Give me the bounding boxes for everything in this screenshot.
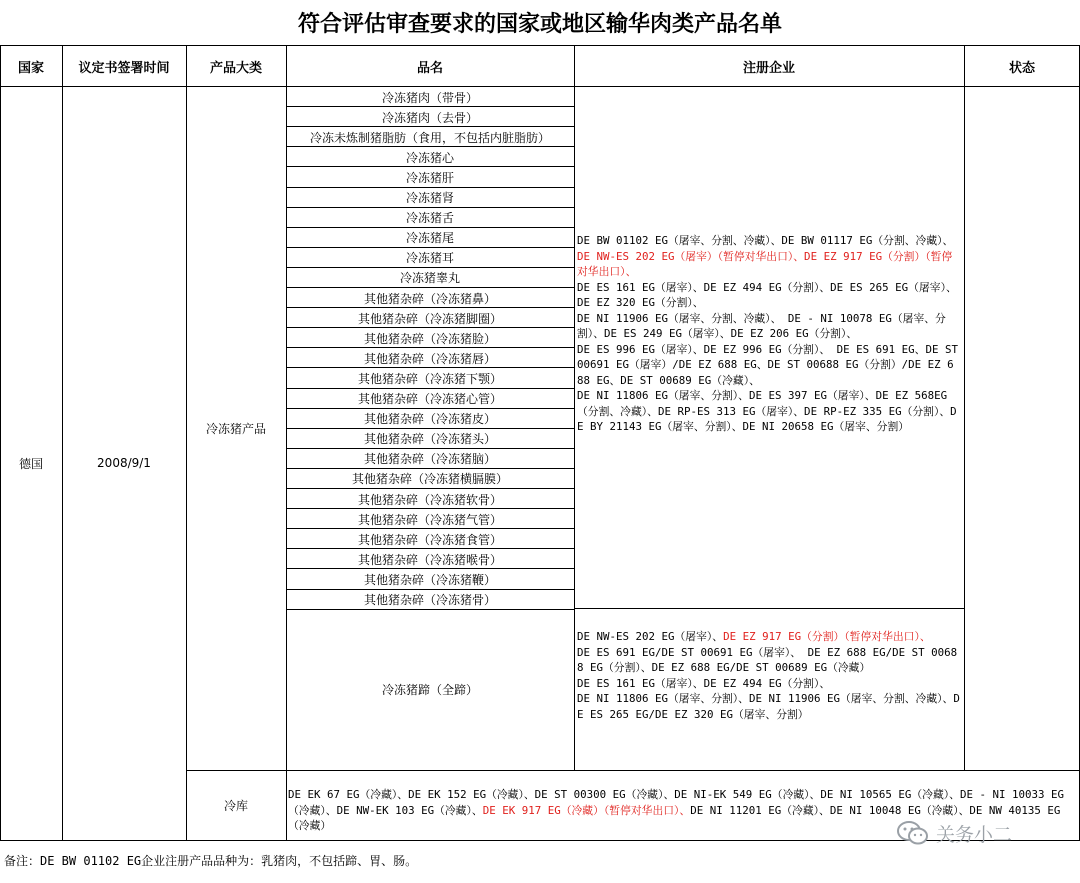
header-category: 产品大类 [209, 60, 262, 76]
col-line [964, 46, 965, 770]
header-enterprise: 注册企业 [742, 60, 795, 76]
product-row: 冷冻猪耳 [405, 251, 454, 266]
enterprise-text: DE BW 01102 EG（屠宰、分割、冷藏）、DE BW 01117 EG（分割、冷藏）、 [577, 234, 960, 247]
enterprise-block-pork [577, 233, 960, 435]
footnote: 备注：DE BW 01102 EG企业注册产品品种为：乳猪肉，不包括蹄、胃、肠。 [4, 854, 418, 868]
product-row: 其他猪杂碎（冷冻猪骨） [363, 593, 496, 607]
product-row: 其他猪杂碎（冷冻猪气管） [357, 512, 502, 527]
watermark-text: 关务小二 [936, 823, 1013, 846]
product-row: 其他猪杂碎（冷冻猪横膈膜） [351, 472, 508, 487]
product-row: 冷冻未炼制猪脂肪（食用，不包括内脏脂肪） [309, 130, 550, 145]
product-row: 其他猪杂碎（冷冻猪脑） [363, 452, 496, 467]
product-row: 冷冻猪肾 [405, 191, 454, 205]
watermark [896, 819, 1012, 847]
product-row: 其他猪杂碎（冷冻猪鼻） [363, 291, 496, 306]
suspended-enterprise-text: DE EK 917 EG（冷藏）（暂停对华出口）、 [482, 803, 691, 817]
product-row: 其他猪杂碎（冷冻猪脸） [363, 331, 496, 346]
enterprise-text: DE NW-ES 202 EG（屠宰）、 [577, 630, 724, 643]
product-row: 其他猪杂碎（冷冻猪唇） [363, 351, 496, 366]
product-row: 其他猪杂碎（冷冻猪软骨） [357, 492, 502, 507]
product-row: 冷冻猪肉（去骨） [381, 110, 478, 125]
row-line [574, 608, 964, 609]
suspended-enterprise-text: DE EZ 917 EG（分割）（暂停对华出口）、 [723, 630, 931, 643]
enterprise-text: DE EK 67 EG（冷藏）、DE EK 152 EG（冷藏）、DE ST 00300 EG（冷藏）、DE NI-EK 549 EG（冷藏）、DE NI 10565 EG（冷藏）、DE - NI 10033 EG（冷藏）、DE NW-EK 103 EG（冷藏）、 [288, 788, 1064, 817]
product-row: 其他猪杂碎（冷冻猪头） [363, 432, 496, 447]
col-line [574, 46, 575, 770]
country-cell: 德国 [18, 456, 43, 471]
category-cold-cell: 冷库 [223, 798, 248, 813]
header-country: 国家 [17, 60, 44, 76]
suspended-enterprise-text: DE NW-ES 202 EG（屠宰）（暂停对华出口）、DE EZ 917 EG（分割）（暂停对华出口）、 [577, 249, 953, 278]
product-row: 冷冻猪肝 [405, 170, 454, 185]
product-row: 其他猪杂碎（冷冻猪脚圈） [357, 311, 502, 326]
header-sign-date: 议定书签署时间 [78, 60, 170, 76]
category-pork-cell: 冷冻猪产品 [205, 421, 266, 436]
header-status: 状态 [1008, 60, 1035, 76]
product-row: 冷冻猪舌 [405, 211, 454, 226]
product-row: 其他猪杂碎（冷冻猪心管） [357, 392, 502, 406]
enterprise-text: DE ES 691 EG/DE ST 00691 EG（屠宰）、 DE EZ 688 EG/DE ST 00688 EG（分割）、DE EZ 688 EG/DE ST 00689 EG（冷藏） DE ES 161 EG（屠宰）、DE EZ 494 EG（分割）、 DE NI 11806 EG（屠宰、分割）、DE NI 11906 EG（屠宰、分割、冷藏）、DE ES 265 EG/DE EZ 320 EG（屠宰、分割） [577, 645, 960, 721]
trotter-product-cell: 冷冻猪蹄（全蹄） [381, 682, 478, 697]
product-row: 其他猪杂碎（冷冻猪下颚） [357, 371, 502, 386]
enterprise-text: DE ES 161 EG（屠宰）、DE EZ 494 EG（分割）、DE ES 265 EG（屠宰）、DE EZ 320 EG（分割）、 DE NI 11906 EG（屠宰、分割、冷藏）、 DE - NI 10078 EG（屠宰、分割）、DE ES 249 EG（屠宰）、DE EZ 206 EG（分割）、 DE ES 996 EG（屠宰）、DE EZ 996 EG（分割）、 DE ES 691 EG、DE ST 00691 EG（屠宰）/DE EZ 688 EG、DE ST 00688 EG（分割）/DE EZ 688 EG、DE ST 00689 EG（冷藏）、 DE NI 11806 EG（屠宰、分割）、DE ES 397 EG（屠宰）、DE EZ 568EG（分割、冷藏）、DE RP-ES 313 EG（屠宰）、DE RP-EZ 335 EG（分割）、DE BY 21143 EG（屠宰、分割）、DE NI 20658 EG（屠宰、分割） [577, 280, 958, 433]
product-row: 其他猪杂碎（冷冻猪喉骨） [357, 552, 502, 567]
product-row: 其他猪杂碎（冷冻猪鞭） [363, 572, 496, 587]
product-row: 冷冻猪肉（带骨） [381, 90, 478, 105]
header-product: 品名 [416, 60, 443, 76]
product-row: 冷冻猪睾丸 [399, 271, 460, 286]
product-row: 其他猪杂碎（冷冻猪皮） [363, 412, 496, 427]
sign-date-cell: 2008/9/1 [97, 456, 151, 470]
product-row: 冷冻猪心 [405, 150, 454, 165]
enterprise-text: DE NI 11201 EG（冷藏）、DE NI 10048 EG（冷藏）、DE NW 40135 EG（冷藏） [288, 803, 1061, 832]
product-row: 其他猪杂碎（冷冻猪食管） [357, 532, 502, 547]
page-title: 符合评估审查要求的国家或地区输华肉类产品名单 [0, 0, 1080, 46]
enterprise-block-trotter [577, 629, 960, 722]
wechat-icon [896, 819, 930, 847]
product-row: 冷冻猪尾 [405, 231, 454, 246]
row-line [186, 770, 1080, 771]
